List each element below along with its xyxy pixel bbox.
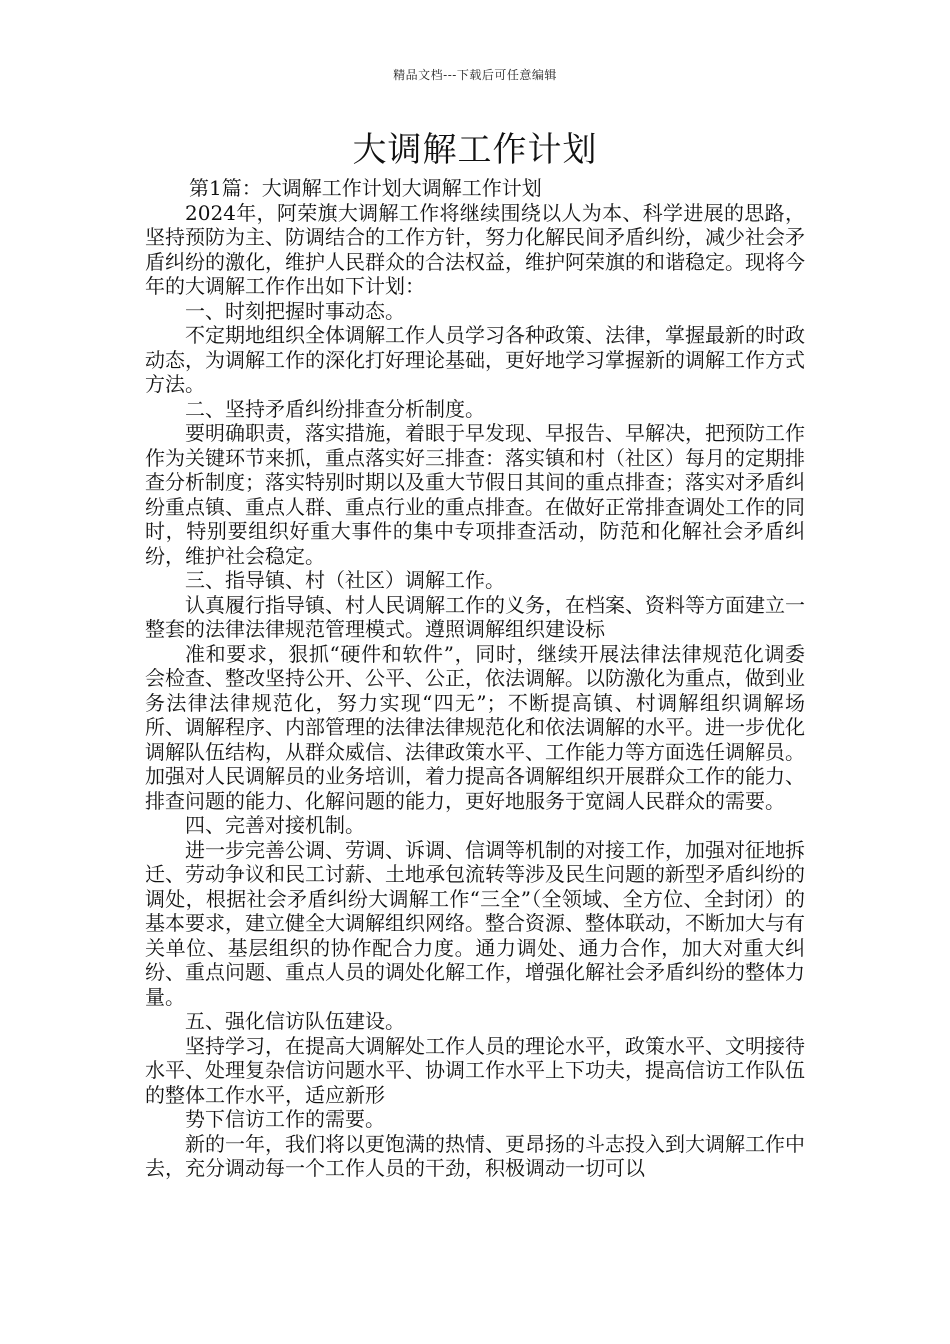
intro-paragraph: 2024年，阿荣旗大调解工作将继续围绕以人为本、科学进展的思路，坚持预防为主、防调结合的工作方针，努力化解民间矛盾纠纷，减少社会矛盾纠纷的激化，维护人民群众的合法权益，维护阿荣旗的和谐稳定。现将今年的大调解工作作出如下计划：: [145, 200, 805, 298]
section-heading-5: 五、强化信访队伍建设。: [185, 1009, 405, 1033]
document-body: [145, 176, 805, 1181]
section-paragraph-4: 进一步完善公调、劳调、诉调、信调等机制的对接工作，加强对征地拆迁、劳动争议和民工讨薪、土地承包流转等涉及民生问题的新型矛盾纠纷的调处，根据社会矛盾纠纷大调解工作“三全”（全领域、全方位、全封闭）的基本要求，建立健全大调解组织网络。整合资源、整体联动，不断加大与有关单位、基层组织的协作配合力度。通力调处、通力合作，加大对重大纠纷、重点问题、重点人员的调处化解工作，增强化解社会矛盾纠纷的整体力量。: [145, 837, 805, 1009]
section-heading-2: 二、坚持矛盾纠纷排查分析制度。: [185, 396, 485, 421]
section-paragraph-5b: 势下信访工作的需要。: [185, 1107, 385, 1131]
closing-paragraph: 新的一年，我们将以更饱满的热情、更昂扬的斗志投入到大调解工作中去，充分调动每一个工作人员的干劲，积极调动一切可以: [145, 1131, 805, 1180]
section-heading-1: 一、时刻把握时事动态。: [185, 298, 405, 323]
section-paragraph-5a: 坚持学习，在提高大调解处工作人员的理论水平，政策水平、文明接待水平、处理复杂信访问题水平、协调工作水平上下功夫，提高信访工作队伍的整体工作水平，适应新形: [145, 1033, 805, 1107]
section-paragraph-1: 不定期地组织全体调解工作人员学习各种政策、法律，掌握最新的时政动态，为调解工作的深化打好理论基础，更好地学习掌握新的调解工作方式方法。: [145, 323, 805, 396]
section-paragraph-3a: 认真履行指导镇、村人民调解工作的义务，在档案、资料等方面建立一整套的法律法律规范管理模式。遵照调解组织建设标: [145, 592, 805, 641]
header-note: 精品文档---下载后可任意编辑: [393, 68, 557, 82]
page-title: 大调解工作计划: [352, 130, 598, 170]
section-paragraph-3b: 准和要求，狠抓“硬件和软件”，同时，继续开展法律法律规范化调委会检查、整改坚持公开、公平、公正，依法调解。以防激化为重点，做到业务法律法律规范化，努力实现“四无”；不断提高镇、村调解组织调解场所、调解程序、内部管理的法律法律规范化和依法调解的水平。进一步优化调解队伍结构，从群众威信、法律政策水平、工作能力等方面选任调解员。加强对人民调解员的业务培训，着力提高各调解组织开展群众工作的能力、排查问题的能力、化解问题的能力，更好地服务于宽阔人民群众的需要。: [145, 641, 805, 813]
section-paragraph-2: 要明确职责，落实措施，着眼于早发现、早报告、早解决，把预防工作作为关键环节来抓，重点落实好三排查：落实镇和村（社区）每月的定期排查分析制度；落实特别时期以及重大节假日其间的重点排查；落实对矛盾纠纷重点镇、重点人群、重点行业的重点排查。在做好正常排查调处工作的同时，特别要组织好重大事件的集中专项排查活动，防范和化解社会矛盾纠纷，维护社会稳定。: [145, 421, 805, 568]
section-heading-4: 四、完善对接机制。: [185, 813, 365, 837]
section-heading-3: 三、指导镇、村（社区）调解工作。: [185, 568, 505, 592]
section-subtitle: 第1篇：大调解工作计划大调解工作计划: [189, 176, 542, 200]
